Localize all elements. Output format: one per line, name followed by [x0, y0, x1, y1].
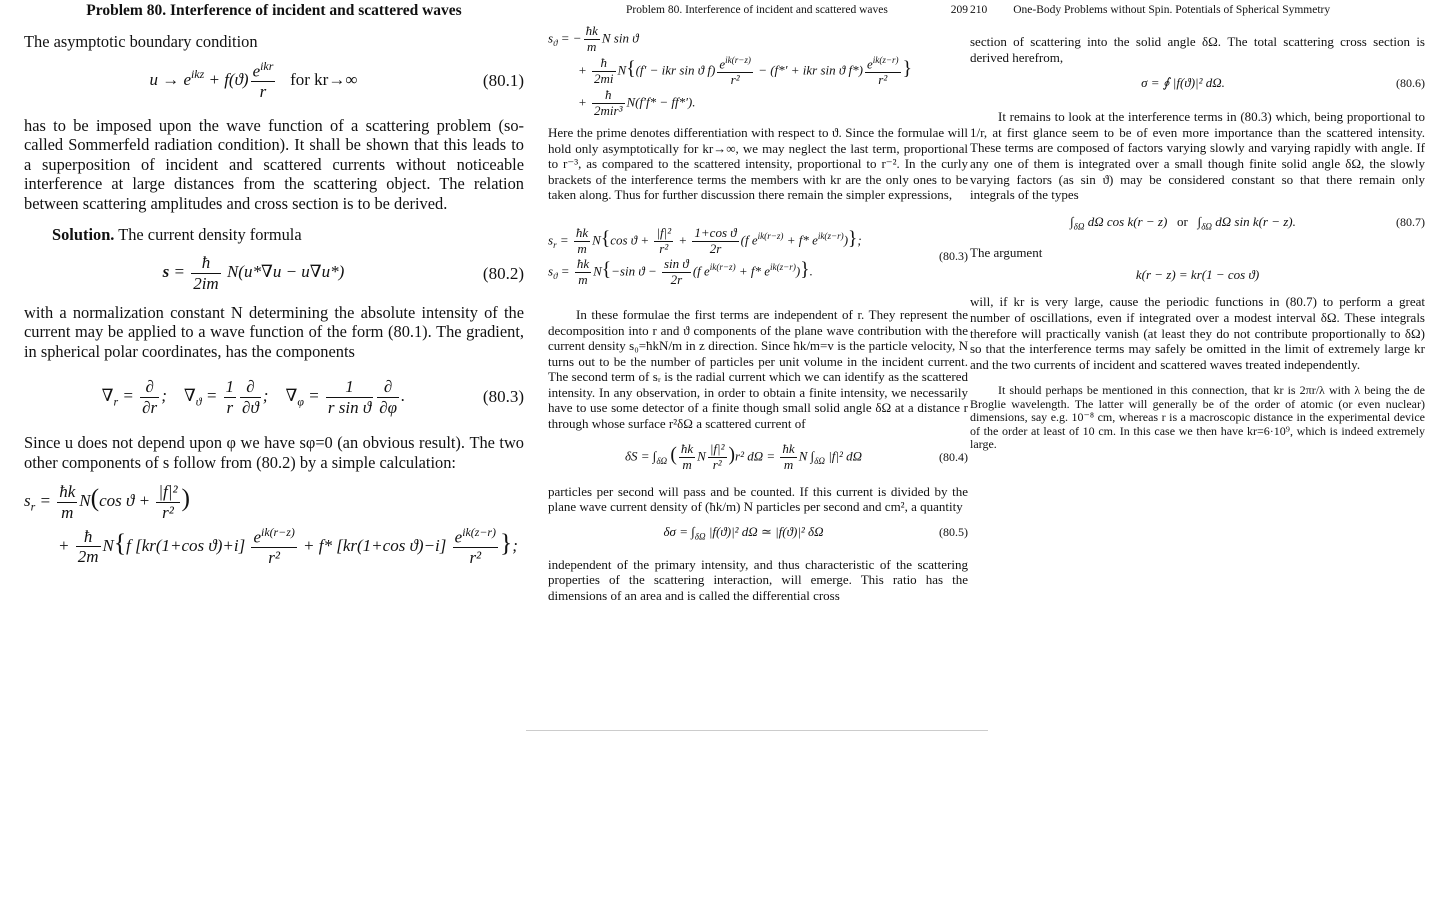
equation-80-3-gradient: $\nabla_r$ = $\frac{\partial}{\partial r}$ ; $\nabla_ϑ$ = $\frac{1}{r}$ $\frac{\partial}{\partial ϑ}$ ; $\nabla_\varphi$ = $\frac{1}{\text{r sin ϑ}}$ $\frac{\partial}{\partial\varphi}$ . (80.3) [101, 376, 524, 417]
problem-heading: Problem 80. Interference of incident and scattered waves [86, 2, 462, 19]
paragraph: will, if kr is very large, cause the periodic functions in (80.7) to perform a great number of oscillations, even if integrated over a modest interval δΩ. These integrals therefore will practically vanish (at least they do not contribute proportionally to δΩ) so that the interference terms may safely be omitted in the limit of extremely large kr and the two currents of incident and scattered waves treated independently. [970, 294, 1425, 372]
equation-stheta-full: $s_ϑ$ = − $\frac{ħk}{m}$ N sin ϑ + $\frac{ħ}{2mi}$ N{(f′ − ikr sin ϑ f) $\frac{e^{ik(r-z)}}{\text{r²}}$ − (f*′ + ikr sin ϑ f*) $\frac{e^{ik(z-r)}}{\text{r²}}$ } + $\frac{ħ}{\text{2mir³}}$ N(f′f* − ff*′). [548, 23, 912, 119]
paragraph: with a normalization constant N determining the absolute intensity of the current may be applied to a wave function of the form (80.1). The gradient, in spherical polar coordinates, has the components [24, 302, 524, 361]
paragraph [24, 225, 524, 245]
paragraph: The asymptotic boundary condition [24, 32, 258, 51]
equation-80-3-simple: $s_r$ = $\frac{ħk}{m}$ N{cos ϑ + $\frac{\text{|f|²}}{\text{r²}}$ + $\frac{\text{1+cos ϑ}}{2r}$ (f $e^{ik(r-z)} + f*$ $e^{ik(z-r)}$)}; $s_ϑ$ = $\frac{ħk}{m}$ N{−sin ϑ − $\frac{\text{sin ϑ}}{2r}$ (f $e^{ik(r-z)} + f*$ $e^{ik(z-r)}$)}. (80.3) [548, 225, 968, 287]
paragraph: In these formulae the first terms are independent of r. They represent the decomposition into r and ϑ components of the plane wave contribution with the current density s₀=ħkN/m in z direction. Since ħk/m=v is the particle velocity, N turns out to be the number of particles per unit volume in the incident current. The second term of sᵣ is the radial current which we can identify as the scattered intensity. In any observation, in order to obtain a finite intensity, we necessarily have to use some detector of a finite though small solid angle δΩ at a distance r through whose surface r²δΩ a scattered current of [548, 306, 968, 432]
equation-number: (80.5) [939, 525, 968, 540]
paragraph: has to be imposed upon the wave function of a scattering problem (so-called Sommerfeld radiation condition). It shall be shown that this leads to a superposition of incident and scattered currents without noticeable interference at large distances from the scattering object. The relation between scattering amplitudes and cross section is to be derived. [24, 115, 524, 213]
paragraph: It remains to look at the interference terms in (80.3) which, being proportional to 1/r, at first glance seem to be of even more importance than the scattered intensity. These terms are composed of factors varying slowly and varying rapidly with angle. If any one of them is integrated over a small though finite solid angle δΩ, the slowly varying factors (as sin ϑ) may be considered constant so that there remain only integrals of the types [970, 109, 1425, 203]
equation-80-1: $u \to e^{ikz} + f(ϑ)$ $\frac{e^{ikr}}{r}$ for kr→∞ (80.1) [149, 58, 524, 101]
solution-text: The current density formula [118, 225, 302, 244]
page-right [970, 0, 1425, 451]
page-number: 210 [970, 4, 988, 16]
paragraph: section of scattering into the solid angle δΩ. The total scattering cross section is derived herefrom, [970, 34, 1425, 65]
equation-argument: k(r − z) = kr(1 − cos ϑ) [1135, 267, 1260, 283]
page-middle [548, 0, 968, 604]
running-head [970, 4, 1425, 16]
equation-number: (80.4) [939, 450, 968, 465]
paragraph: independent of the primary intensity, and thus characteristic of the scattering properties of the scattering interaction, will emerge. This ratio has the dimensions of an area and is called the differential cross [548, 556, 968, 604]
equation-sr-full: $s_r$ = $\frac{ħk}{m}$ N(cos ϑ + $\frac{\text{|f|²}}{\text{r²}}$ ) + $\frac{ħ}{2m}$ N{f [kr(1+cos ϑ)+i] $\frac{e^{ik(r-z)}}{\text{r²}}$ + f* [kr(1+cos ϑ)−i] $\frac{e^{ik(z-r)}}{\text{r²}}$ }; [24, 482, 518, 568]
paragraph: Here the prime denotes differentiation with respect to ϑ. Since the formulae will hold only asymptotically for kr→∞, we may neglect the last term, proportional to r⁻³, as compared to the scattered intensity, proportional to r⁻². In the curly brackets of the interference terms the members with kr are the only ones to be taken along. Thus for further discussion there remain the simpler expressions, [548, 124, 968, 203]
paragraph: Since u does not depend upon φ we have sφ=0 (an obvious result). The two other components of s follow from (80.2) by a simple calculation: [24, 433, 524, 472]
equation-number: (80.2) [482, 263, 524, 283]
equation-number: (80.3) [482, 387, 524, 406]
equation-80-5: $\delta\sigma = \int_{\delta\Omega}$ |f(ϑ)|² dΩ ≃ |f(ϑ)|² δΩ (80.5) [663, 524, 968, 542]
equation-number: (80.6) [1396, 75, 1425, 90]
running-head-title: One-Body Problems without Spin. Potentials of Spherical Symmetry [1013, 4, 1331, 16]
paragraph: particles per second will pass and be counted. If this current is divided by the plane wave current density of (ħk/m) N particles per second and cm², a quantity [548, 483, 968, 515]
equation-80-2: s = $\frac{ħ}{2im}$ N(u*∇u − u∇u*) (80.2) [162, 253, 524, 293]
equation-80-4: $\delta S = \int_{\delta\Omega}$ ( $\frac{ħk}{m}$ N $\frac{\text{|f|²}}{\text{r²}}$ )r² dΩ = $\frac{ħk}{m}$ N $\int_{\delta\Omega}$ |f|² dΩ (80.4) [624, 441, 968, 473]
page-divider [526, 730, 988, 731]
page-left [0, 0, 540, 568]
paragraph: The argument [970, 244, 1043, 260]
footnote: It should perhaps be mentioned in this connection, that kr is 2πr/λ with λ being the de Broglie wavelength. The latter will generally be of the order of atomic (or even nuclear) dimensions, say e.g. 10⁻⁸ cm, whereas r is a macroscopic distance in the experimental device of the order at least of 10 cm. In this case we then have kr=6·10⁹, which is indeed extremely large. [970, 383, 1425, 451]
equation-80-7: $\int_{\delta\Omega}$ dΩ cos k(r − z) or $\int_{\delta\Omega}$ dΩ sin k(r − z). (80.7) [1070, 213, 1425, 232]
equation-80-6: σ = ∮ |f(ϑ)|² dΩ. (80.6) [1141, 75, 1425, 91]
page-number: 209 [950, 4, 968, 16]
equation-number: (80.1) [482, 70, 524, 90]
running-head-title: Problem 80. Interference of incident and scattered waves [626, 4, 888, 16]
equation-condition: for kr→∞ [290, 69, 358, 89]
running-head [548, 4, 968, 16]
solution-label: Solution. [52, 225, 115, 244]
equation-number: (80.7) [1396, 215, 1425, 230]
equation-number: (80.3) [939, 249, 968, 264]
